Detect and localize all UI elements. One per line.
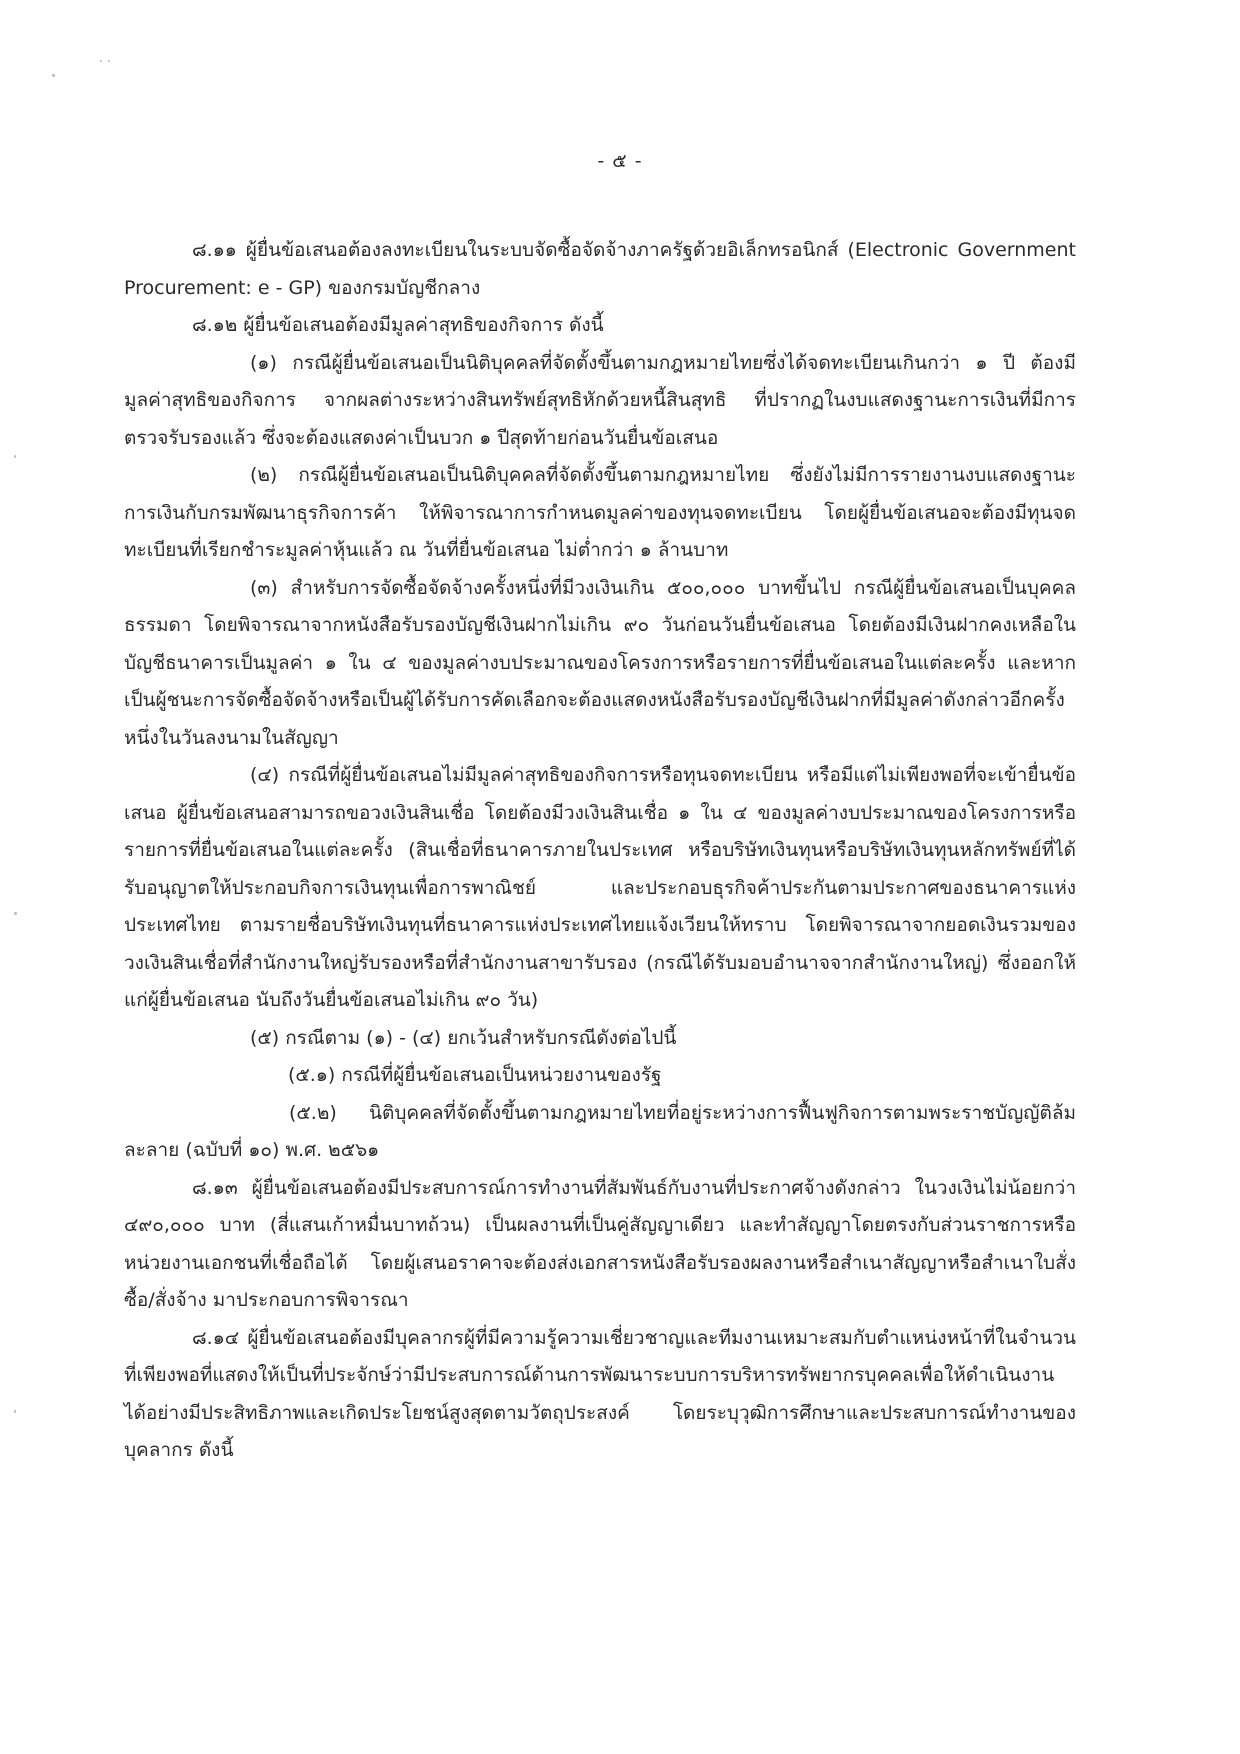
scan-speck bbox=[108, 60, 110, 62]
clause-8-12-item-1: (๑) กรณีผู้ยื่นข้อเสนอเป็นนิติบุคคลที่จัดตั้งขึ้นตามกฎหมายไทยซึ่งได้จดทะเบียนเกินกว่า ๑ ปี ต้องมีมูลค่าสุทธิของกิจการ จากผลต่างระหว่างสินทรัพย์สุทธิหักด้วยหนี้สินสุทธิ ที่ปรากฏในงบแสดงฐานะการเงินที่มีการตรวจรับรองแล้ว ซึ่งจะต้องแสดงค่าเป็นบวก ๑ ปีสุดท้ายก่อนวันยื่นข้อเสนอ bbox=[124, 351, 1076, 449]
page-number: - ๕ - bbox=[597, 150, 643, 172]
document-body bbox=[124, 232, 1076, 1470]
clause-8-11: ๘.๑๑ ผู้ยื่นข้อเสนอต้องลงทะเบียนในระบบจัดซื้อจัดจ้างภาครัฐด้วยอิเล็กทรอนิกส์ (Electronic Government Procurement: e - GP) ของกรมบัญชีกลาง bbox=[124, 239, 1076, 299]
scan-speck bbox=[14, 912, 17, 915]
clause-8-12-item-5-2: (๕.๒) นิติบุคคลที่จัดตั้งขึ้นตามกฎหมายไทยที่อยู่ระหว่างการฟื้นฟูกิจการตามพระราชบัญญัติล้มละลาย (ฉบับที่ ๑๐) พ.ศ. ๒๕๖๑ bbox=[124, 1101, 1076, 1161]
clause-8-12-item-5: (๕) กรณีตาม (๑) - (๔) ยกเว้นสำหรับกรณีดังต่อไปนี้ bbox=[250, 1026, 677, 1049]
scan-speck bbox=[100, 60, 102, 62]
clause-8-13: ๘.๑๓ ผู้ยื่นข้อเสนอต้องมีประสบการณ์การทำงานที่สัมพันธ์กับงานที่ประกาศจ้างดังกล่าว ในวงเงินไม่น้อยกว่า ๔๙๐,๐๐๐ บาท (สี่แสนเก้าหมื่นบาทถ้วน) เป็นผลงานที่เป็นคู่สัญญาเดียว และทำสัญญาโดยตรงกับส่วนราชการหรือหน่วยงานเอกชนที่เชื่อถือได้ โดยผู้เสนอราคาจะต้องส่งเอกสารหนังสือรับรองผลงานหรือสำเนาสัญญาหรือสำเนาใบสั่งซื้อ/สั่งจ้าง มาประกอบการพิจารณา bbox=[124, 1176, 1076, 1311]
clause-8-12-item-4: (๔) กรณีที่ผู้ยื่นข้อเสนอไม่มีมูลค่าสุทธิของกิจการหรือทุนจดทะเบียน หรือมีแต่ไม่เพียงพอที่จะเข้ายื่นข้อเสนอ ผู้ยื่นข้อเสนอสามารถขอวงเงินสินเชื่อ โดยต้องมีวงเงินสินเชื่อ ๑ ใน ๔ ของมูลค่างบประมาณของโครงการหรือรายการที่ยื่นข้อเสนอในแต่ละครั้ง (สินเชื่อที่ธนาคารภายในประเทศ หรือบริษัทเงินทุนหรือบริษัทเงินทุนหลักทรัพย์ที่ได้รับอนุญาตให้ประกอบกิจการเงินทุนเพื่อการพาณิชย์ และประกอบธุรกิจค้าประกันตามประกาศของธนาคารแห่งประเทศไทย ตามรายชื่อบริษัทเงินทุนที่ธนาคารแห่งประเทศไทยแจ้งเวียนให้ทราบ โดยพิจารณาจากยอดเงินรวมของวงเงินสินเชื่อที่สำนักงานใหญ่รับรองหรือที่สำนักงานสาขารับรอง (กรณีได้รับมอบอำนาจจากสำนักงานใหญ่) ซึ่งออกให้แก่ผู้ยื่นข้อเสนอ นับถึงวันยื่นข้อเสนอไม่เกิน ๙๐ วัน) bbox=[124, 764, 1076, 1011]
clause-8-12-item-2: (๒) กรณีผู้ยื่นข้อเสนอเป็นนิติบุคคลที่จัดตั้งขึ้นตามกฎหมายไทย ซึ่งยังไม่มีการรายงานงบแสดงฐานะการเงินกับกรมพัฒนาธุรกิจการค้า ให้พิจารณาการกำหนดมูลค่าของทุนจดทะเบียน โดยผู้ยื่นข้อเสนอจะต้องมีทุนจดทะเบียนที่เรียกชำระมูลค่าหุ้นแล้ว ณ วันที่ยื่นข้อเสนอ ไม่ต่ำกว่า ๑ ล้านบาท bbox=[124, 464, 1076, 561]
clause-8-12-item-5-1: (๕.๑) กรณีที่ผู้ยื่นข้อเสนอเป็นหน่วยงานของรัฐ bbox=[288, 1064, 662, 1086]
clause-8-12-item-3: (๓) สำหรับการจัดซื้อจัดจ้างครั้งหนึ่งที่มีวงเงินเกิน ๕๐๐,๐๐๐ บาทขึ้นไป กรณีผู้ยื่นข้อเสนอเป็นบุคคลธรรมดา โดยพิจารณาจากหนังสือรับรองบัญชีเงินฝากไม่เกิน ๙๐ วันก่อนวันยื่นข้อเสนอ โดยต้องมีเงินฝากคงเหลือในบัญชีธนาคารเป็นมูลค่า ๑ ใน ๔ ของมูลค่างบประมาณของโครงการหรือรายการที่ยื่นข้อเสนอในแต่ละครั้ง และหากเป็นผู้ชนะการจัดซื้อจัดจ้างหรือเป็นผู้ได้รับการคัดเลือกจะต้องแสดงหนังสือรับรองบัญชีเงินฝากที่มีมูลค่าดังกล่าวอีกครั้งหนึ่งในวันลงนามในสัญญา bbox=[124, 576, 1076, 749]
clause-8-12: ๘.๑๒ ผู้ยื่นข้อเสนอต้องมีมูลค่าสุทธิของกิจการ ดังนี้ bbox=[192, 314, 604, 336]
clause-8-14: ๘.๑๔ ผู้ยื่นข้อเสนอต้องมีบุคลากรผู้ที่มีความรู้ความเชี่ยวชาญและทีมงานเหมาะสมกับตำแหน่งหน้าที่ในจำนวนที่เพียงพอที่แสดงให้เป็นที่ประจักษ์ว่ามีประสบการณ์ด้านการพัฒนาระบบการบริหารทรัพยากรบุคคลเพื่อให้ดำเนินงานได้อย่างมีประสิทธิภาพและเกิดประโยชน์สูงสุดตามวัตถุประสงค์ โดยระบุวุฒิการศึกษาและประสบการณ์ทำงานของบุคลากร ดังนี้ bbox=[124, 1326, 1076, 1461]
scan-speck bbox=[14, 1410, 16, 1413]
scan-speck bbox=[52, 74, 55, 77]
scan-speck bbox=[14, 455, 16, 458]
